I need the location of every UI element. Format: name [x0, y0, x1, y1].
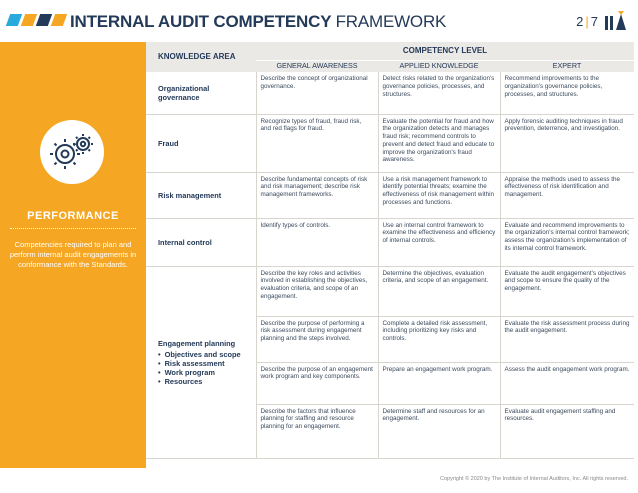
- bullet-item: • Resources: [158, 377, 252, 386]
- cell-expert: Evaluate and recommend improvements to the organization's internal control framework; assess the organization's implementation of its internal control framework.: [500, 218, 634, 266]
- cell-general: Describe the concept of organizational governance.: [256, 72, 378, 114]
- dotted-divider: [10, 228, 136, 229]
- cell-general: Describe the purpose of an engagement work program and key components.: [256, 362, 378, 404]
- cell-general: Describe the key roles and activities involved in establishing the objectives, evaluation criteria, and scope of an engagement.: [256, 266, 378, 316]
- page-number: [576, 14, 598, 29]
- cell-expert: Assess the audit engagement work program.: [500, 362, 634, 404]
- engagement-title: Engagement planning: [158, 338, 236, 348]
- stripe-1: [6, 14, 22, 26]
- sidebar-description: Competencies required to plan and perform internal audit engagements in conformance with the Standards.: [9, 240, 137, 269]
- row-area: Internal control: [146, 218, 256, 266]
- table-row: [146, 172, 634, 218]
- cell-general: Identify types of controls.: [256, 218, 378, 266]
- cell-applied: Determine the objectives, evaluation criteria, and scope of an engagement.: [378, 266, 500, 316]
- engagement-planning-area: [146, 266, 256, 458]
- cell-applied: Determine staff and resources for an engagement.: [378, 404, 500, 458]
- table-row: [146, 114, 634, 172]
- row-area: Organizational governance: [146, 72, 256, 114]
- copyright-text: Copyright © 2020 by The Institute of Internal Auditors, Inc. All rights reserved.: [440, 476, 628, 482]
- row-area: Fraud: [146, 114, 256, 172]
- brand-stripes: [8, 14, 65, 26]
- cell-applied: Detect risks related to the organization's governance policies, processes, and structures.: [378, 72, 500, 114]
- row-area: Risk management: [146, 172, 256, 218]
- level-general-header: GENERAL AWARENESS: [256, 60, 378, 72]
- competency-level-header: COMPETENCY LEVEL: [256, 42, 634, 60]
- bullet-item: • Risk assessment: [158, 359, 252, 368]
- cell-expert: Evaluate the risk assessment process during the audit engagement.: [500, 316, 634, 362]
- total-pages: 7: [590, 14, 598, 29]
- level-applied-header: APPLIED KNOWLEDGE: [378, 60, 500, 72]
- stripe-4: [51, 14, 67, 26]
- current-page: 2: [576, 14, 584, 29]
- cell-expert: Evaluate the audit engagement's objectives and scope to ensure the quality of the engagement.: [500, 266, 634, 316]
- table-row: [146, 266, 634, 316]
- gear-circle: [40, 120, 104, 184]
- performance-sidebar: [0, 42, 146, 468]
- title-light: FRAMEWORK: [335, 12, 447, 31]
- cell-general: Describe fundamental concepts of risk and risk management; describe risk management frameworks.: [256, 172, 378, 218]
- sidebar-title: PERFORMANCE: [27, 210, 119, 222]
- cell-applied: Use an internal control framework to examine the effectiveness and efficiency of internal controls.: [378, 218, 500, 266]
- page-header: [0, 0, 638, 40]
- cell-applied: Use a risk management framework to identify potential threats; examine the effectiveness of risk management within processes and functions.: [378, 172, 500, 218]
- title-bold: INTERNAL AUDIT COMPETENCY: [70, 12, 332, 31]
- table-row: [146, 72, 634, 114]
- cell-applied: Complete a detailed risk assessment, including prioritizing key risks and controls.: [378, 316, 500, 362]
- page-separator: |: [585, 14, 589, 29]
- cell-general: Describe the purpose of performing a risk assessment during engagement planning and the steps involved.: [256, 316, 378, 362]
- cell-expert: Evaluate audit engagement staffing and resources.: [500, 404, 634, 458]
- cell-general: Describe the factors that influence planning for staffing and resource planning for an engagement.: [256, 404, 378, 458]
- gears-icon: [47, 130, 97, 174]
- stripe-2: [21, 14, 37, 26]
- competency-table: [146, 42, 634, 459]
- cell-applied: Evaluate the potential for fraud and how the organization detects and manages fraud risk; recommend controls to prevent and detect fraud and educate to improve the organization's fraud awareness.: [378, 114, 500, 172]
- iia-logo-icon: [604, 10, 628, 32]
- bullet-item: • Work program: [158, 368, 252, 377]
- cell-applied: Prepare an engagement work program.: [378, 362, 500, 404]
- level-expert-header: EXPERT: [500, 60, 634, 72]
- bullet-item: • Objectives and scope: [158, 350, 252, 359]
- cell-expert: Apply forensic auditing techniques in fraud prevention, deterrence, and investigation.: [500, 114, 634, 172]
- stripe-3: [36, 14, 52, 26]
- cell-expert: Recommend improvements to the organization's governance policies, processes, and structures.: [500, 72, 634, 114]
- table-row: [146, 218, 634, 266]
- cell-general: Recognize types of fraud, fraud risk, and red flags for fraud.: [256, 114, 378, 172]
- engagement-bullets: [158, 350, 252, 386]
- page-title: [70, 12, 446, 32]
- table-header-row-1: [146, 42, 634, 60]
- cell-expert: Appraise the methods used to assess the effectiveness of risk identification and management.: [500, 172, 634, 218]
- knowledge-area-header: KNOWLEDGE AREA: [146, 42, 256, 72]
